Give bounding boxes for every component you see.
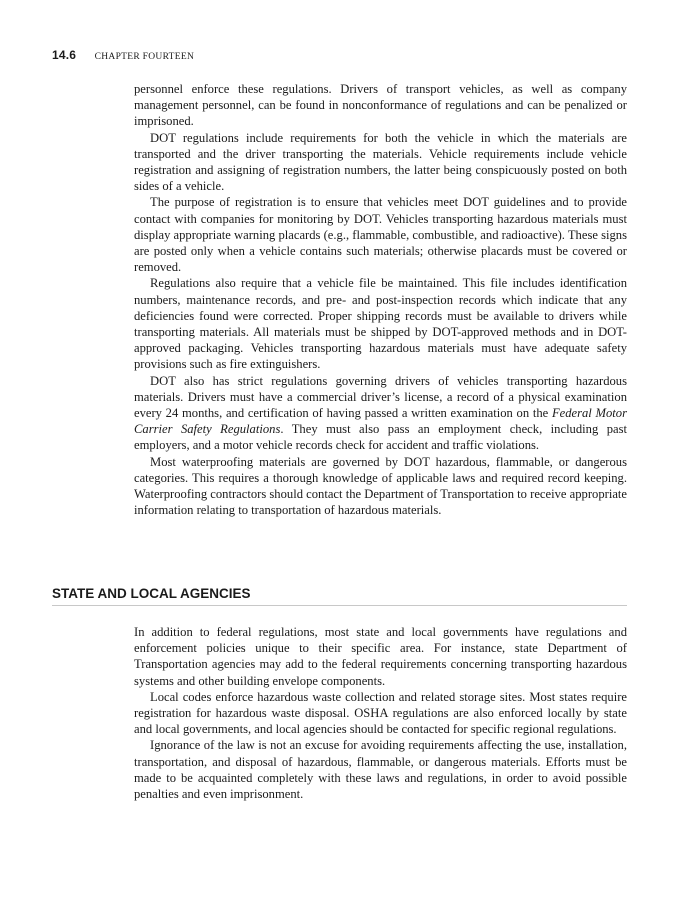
- section-heading: STATE AND LOCAL AGENCIES: [52, 586, 627, 606]
- paragraph: Local codes enforce hazardous waste collection and related storage sites. Most states require registration for hazardous waste disposal. OSHA regulations are also enforced locally by state and local governments, and local agencies should be contacted for specific regional regulations.: [134, 689, 627, 737]
- paragraph: personnel enforce these regulations. Drivers of transport vehicles, as well as company management personnel, can be found in nonconformance of regulations and can be penalized or imprisoned.: [134, 82, 627, 129]
- paragraph: DOT regulations include requirements for both the vehicle in which the materials are transported and the driver transporting the materials. Vehicle requirements include vehicle registration and assigning of registration numbers, the latter being conspicuously posted on both sides of a vehicle.: [134, 130, 627, 194]
- paragraph-text: . They must also pass an employment check, including past employers, and a motor vehicle records check for accident and traffic violations.: [134, 422, 627, 453]
- paragraph: The purpose of registration is to ensure that vehicles meet DOT guidelines and to provide contact with companies for monitoring by DOT. Vehicles transporting hazardous materials must display appropriate warning placards (e.g., flammable, combustible, and radioactive). These signs are posted only when a vehicle contains such materials; otherwise placards must be covered or removed.: [134, 195, 627, 275]
- chapter-title: CHAPTER FOURTEEN: [94, 52, 195, 62]
- body-text-section-1: [134, 81, 627, 518]
- body-text-section-2: [134, 624, 627, 802]
- paragraph: [134, 373, 627, 454]
- running-header: [52, 46, 194, 64]
- regulation-title: Federal Motor Carrier Safety Regulations: [134, 406, 628, 437]
- paragraph: Most waterproofing materials are governed by DOT hazardous, flammable, or dangerous categories. This requires a thorough knowledge of applicable laws and required record keeping. Waterproofing contractors should contact the Department of Transportation to receive appropriate information relating to transportation of hazardous materials.: [134, 454, 627, 518]
- paragraph: Regulations also require that a vehicle file be maintained. This file includes identification numbers, maintenance records, and pre- and post-inspection records which indicate that any deficiencies found were corrected. Proper shipping records must be available to drivers while transporting materials. All materials must be shipped by DOT-approved methods and in DOT-approved packaging. Vehicles transporting hazardous materials must have adequate safety provisions such as fire extinguishers.: [134, 276, 627, 372]
- paragraph: Ignorance of the law is not an excuse for avoiding requirements affecting the use, installation, transportation, and disposal of hazardous, flammable, or dangerous materials. Efforts must be made to be acquainted completely with these laws and regulations, in order to avoid possible penalties and even imprisonment.: [134, 738, 627, 802]
- paragraph: In addition to federal regulations, most state and local governments have regulations and enforcement policies unique to their specific area. For instance, state Department of Transportation agencies may add to the federal requirements concerning transporting hazardous systems and other building envelope components.: [134, 625, 627, 688]
- page-number: 14.6: [52, 48, 77, 62]
- paragraph-text: DOT also has strict regulations governing drivers of vehicles transporting hazardous materials. Drivers must have a commercial driver’s license, a record of a physical examination every 24 months, and certification of having passed a written examination on the: [134, 373, 627, 421]
